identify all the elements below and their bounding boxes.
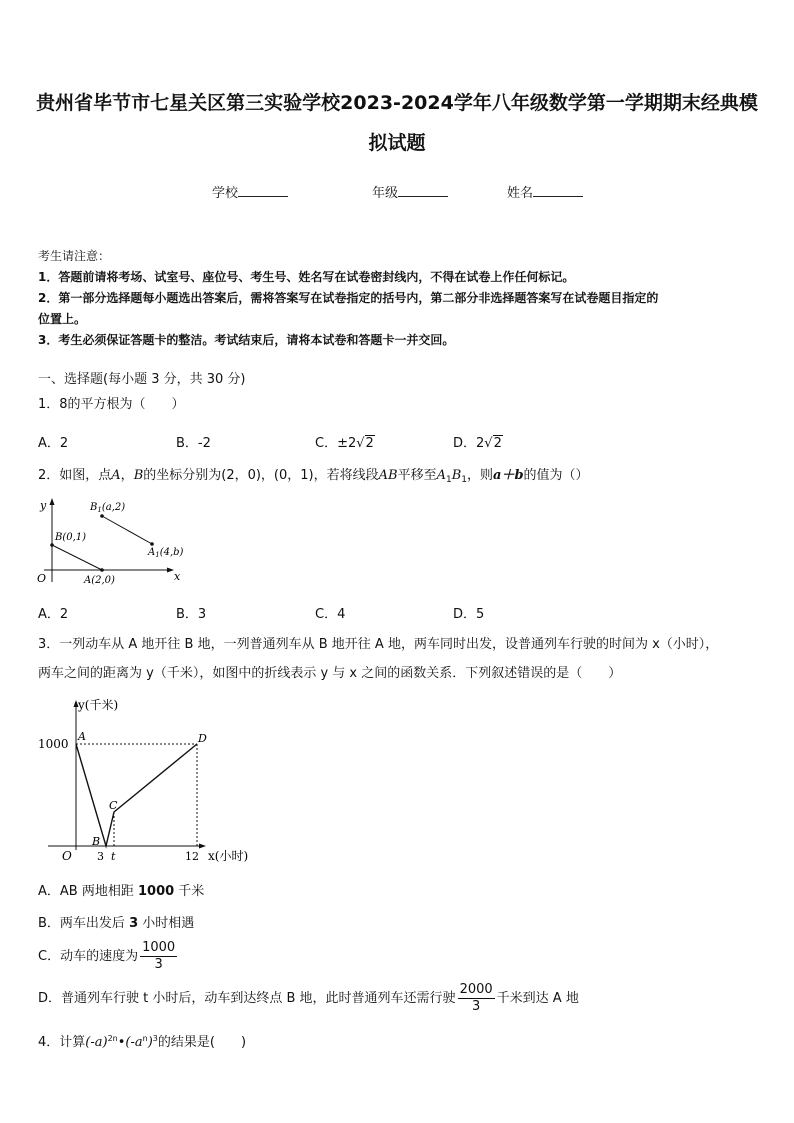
notice-heading: 考生请注意： xyxy=(38,249,111,263)
fraction-numerator: 1000 xyxy=(142,940,176,955)
q3-x-tick-12: 12 xyxy=(185,850,199,863)
q4-exponent: 3 xyxy=(152,1034,158,1043)
grade-blank[interactable] xyxy=(398,184,448,197)
fraction-numerator: 2000 xyxy=(459,982,493,997)
q3-stem: 3．一列动车从 A 地开往 B 地，一列普通列车从 B 地开往 A 地，两车同时出发，设普通列车行驶的时间为 x（小时）， xyxy=(38,637,719,652)
notice-item-3: 3．考生必须保证答题卡的整洁。考试结束后，请将本试卷和答题卡一并交回。 xyxy=(38,333,455,347)
q3-y-label: y(千米) xyxy=(78,698,119,712)
section-heading: 一、选择题(每小题 3 分，共 30 分) xyxy=(38,372,246,387)
q1-option-b[interactable]: B．-2 xyxy=(176,436,211,451)
q2-label-b: B(0,1) xyxy=(55,532,87,543)
q4-expression-part-3: ) xyxy=(147,1035,153,1050)
q2-x-arrow-icon xyxy=(167,568,174,573)
q3-point-d: D xyxy=(198,732,207,745)
q3-x-arrow-icon xyxy=(199,844,206,849)
q2-stem-text-d: ，则 xyxy=(467,468,494,483)
q1-option-d-radicand: 2 xyxy=(493,436,502,451)
q2-point-a-dot xyxy=(100,568,104,572)
q2-y-arrow-icon xyxy=(50,498,55,505)
q2-point-b-dot xyxy=(50,543,54,547)
q3-y-tick-1000: 1000 xyxy=(38,737,69,751)
q2-label-a: A(2,0) xyxy=(84,575,115,586)
q4-exponent: n xyxy=(142,1034,148,1043)
q2-segment-ab-line xyxy=(52,545,102,570)
q2-stem xyxy=(38,463,589,493)
q3-option-c-text: C．动车的速度为 xyxy=(38,949,139,964)
q2-y-label: y xyxy=(40,499,47,512)
q3-x-tick-t: t xyxy=(111,850,116,863)
q2-origin-label: O xyxy=(37,572,47,585)
q3-option-a-text: A．AB 两地相距 xyxy=(38,884,138,899)
school-field[interactable] xyxy=(212,182,288,201)
q3-point-c: C xyxy=(109,799,118,812)
q1-option-d[interactable] xyxy=(453,432,503,451)
q2-options xyxy=(38,603,758,623)
q2-point-b: B xyxy=(133,468,144,483)
fraction-denominator: 3 xyxy=(154,957,163,972)
q3-x-label: x(小时) xyxy=(208,849,249,863)
q3-polyline xyxy=(76,744,197,846)
notice-item-1: 1．答题前请将考场、试室号、座位号、考生号、姓名写在试卷密封线内，不得在试卷上作任何标记。 xyxy=(38,270,575,284)
q3-option-d-text: D．普通列车行驶 t 小时后，动车到达终点 B 地，此时普通列车还需行驶 xyxy=(38,991,456,1006)
notice-item-2-continued: 位置上。 xyxy=(38,312,87,326)
q3-option-b-value: 3 xyxy=(129,916,139,931)
q2-point-b1-dot xyxy=(100,514,104,518)
q4-expression-part-1: (-a) xyxy=(85,1035,108,1050)
school-label: 学校 xyxy=(212,186,239,201)
q1-option-c[interactable] xyxy=(315,432,375,451)
q3-stem-continued: 两车之间的距离为 y（千米），如图中的折线表示 y 与 x 之间的函数关系．下列叙述错误的是（ ） xyxy=(38,666,622,681)
q4-exponent: 2n xyxy=(107,1034,118,1043)
q2-stem-text-a: 2．如图，点 xyxy=(38,468,112,483)
q4-multiply-dot: • xyxy=(117,1035,126,1050)
q4-stem-text-b: 的结果是( ) xyxy=(157,1035,247,1050)
q3-option-d[interactable] xyxy=(38,982,579,1015)
q3-figure xyxy=(34,694,264,866)
q2-x-label: x xyxy=(174,570,181,583)
q1-option-d-prefix: D．2 xyxy=(453,436,485,451)
q3-point-a: A xyxy=(78,730,86,743)
q3-option-c[interactable] xyxy=(38,940,179,973)
q2-stem-text-e: 的值为（） xyxy=(523,468,589,483)
exam-notice xyxy=(38,246,760,351)
exam-title-continued: 拟试题 xyxy=(368,132,426,154)
name-blank[interactable] xyxy=(533,184,583,197)
q3-option-a-unit: 千米 xyxy=(174,884,205,899)
name-field[interactable] xyxy=(507,182,583,201)
q3-x-tick-3: 3 xyxy=(97,850,104,863)
q2-option-c[interactable]: C．4 xyxy=(315,607,346,622)
fraction-denominator: 3 xyxy=(471,999,481,1014)
q2-stem-text-b: 的坐标分别为(2，0)，(0，1)，若将线段 xyxy=(143,468,379,483)
q2-comma: ， xyxy=(120,468,134,483)
q3-option-a[interactable] xyxy=(38,879,204,905)
q1-option-c-prefix: C．±2 xyxy=(315,436,357,451)
q3-point-b: B xyxy=(92,835,101,848)
q4-stem xyxy=(38,1026,246,1056)
q3-option-a-value: 1000 xyxy=(137,884,175,899)
q3-option-b[interactable] xyxy=(38,911,194,937)
grade-field[interactable] xyxy=(372,182,448,201)
sqrt-icon: √ xyxy=(356,436,365,451)
q2-label-b1: $B_1(a,2)$ xyxy=(90,502,126,514)
exam-title: 贵州省毕节市七星关区第三实验学校2023-2024学年八年级数学第一学期期末经典模 xyxy=(36,92,758,114)
q3-option-b-text: B．两车出发后 xyxy=(38,916,130,931)
sqrt-icon: √ xyxy=(484,436,493,451)
q4-expression-part-2: (-a xyxy=(125,1035,143,1050)
q1-option-c-radicand: 2 xyxy=(365,436,374,451)
name-label: 姓名 xyxy=(507,186,534,201)
q2-option-b[interactable]: B．3 xyxy=(176,607,207,622)
q3-origin-label: O xyxy=(62,849,72,863)
q2-figure xyxy=(34,494,194,590)
q2-subscript: 1 xyxy=(461,475,468,485)
q2-point-a: A xyxy=(111,468,121,483)
q2-expression: a＋b xyxy=(493,468,524,483)
q1-options xyxy=(38,432,758,452)
notice-item-2: 2．第一部分选择题每小题选出答案后，需将答案写在试卷指定的括号内，第二部分非选择题答案写在试卷题目指定的 xyxy=(38,291,659,305)
q3-option-c-fraction xyxy=(140,940,177,973)
q2-point-a1: A xyxy=(436,468,446,483)
q2-label-a1: $A_1(4,b)$ xyxy=(148,547,184,559)
q2-stem-text-c: 平移至 xyxy=(397,468,437,483)
q2-segment-ab: AB xyxy=(378,468,398,483)
q3-option-d-fraction xyxy=(458,982,495,1015)
q4-stem-text-a: 4．计算 xyxy=(38,1035,86,1050)
school-blank[interactable] xyxy=(238,184,288,197)
q2-point-b1: B xyxy=(451,468,462,483)
q2-option-d[interactable]: D．5 xyxy=(453,607,485,622)
q2-subscript: 1 xyxy=(445,475,452,485)
grade-label: 年级 xyxy=(372,186,399,201)
q2-segment-a1b1-line xyxy=(102,516,152,544)
q3-option-b-unit: 小时相遇 xyxy=(138,916,195,931)
q3-option-d-suffix: 千米到达 A 地 xyxy=(496,991,579,1006)
q1-option-a[interactable]: A．2 xyxy=(38,436,69,451)
q2-option-a[interactable]: A．2 xyxy=(38,607,69,622)
q1-stem: 1．8的平方根为（ ） xyxy=(38,397,185,412)
q2-point-a1-dot xyxy=(150,542,154,546)
